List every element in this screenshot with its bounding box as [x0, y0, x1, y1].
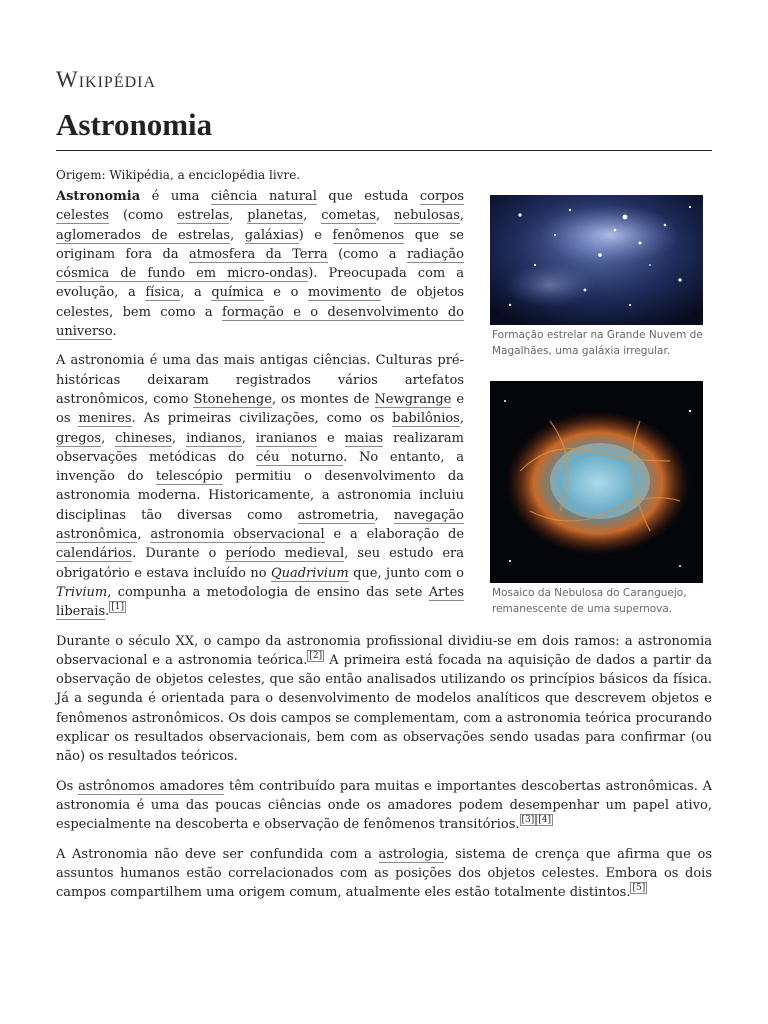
text: realizaram observações metódicas do: [56, 430, 465, 465]
link-aglomerados-de-estrelas[interactable]: aglomerados de estrelas: [56, 227, 231, 243]
paragraph-astrology: [56, 845, 712, 903]
text: que estuda: [316, 189, 420, 204]
text: ,: [137, 527, 151, 543]
text: Durante o século XX, o campo da astronomia profissional dividiu-se em dois ramos: a astronomia observacional e a astronomia teórica.: [56, 633, 712, 668]
article-page: [56, 0, 712, 902]
link-corpos-celestes[interactable]: corpos celestes: [56, 189, 464, 224]
reference-label: [5]: [632, 883, 646, 894]
link-planetas[interactable]: planetas: [247, 208, 304, 224]
text: têm contribuído para muitas e importantes descobertas astronômicas. A astronomia é uma das poucas ciências onde os amadores podem desempenhar um papel ativo, especialmente na descoberta e observação de fenômenos transitórios.: [56, 778, 713, 833]
text: A astronomia é uma das mais antigas ciências. Culturas pré-históricas deixaram registrados vários artefatos astronômicos, como: [56, 353, 464, 407]
link-galaxias[interactable]: galáxias: [244, 227, 299, 243]
figure-caption: Mosaico da Nebulosa do Caranguejo, remanescente de uma supernova.: [492, 587, 687, 615]
reference-label: [3]: [521, 815, 535, 826]
link-stonehenge[interactable]: Stonehenge: [193, 391, 272, 407]
text: e o: [263, 285, 309, 301]
text: e: [317, 430, 345, 446]
link-indianos[interactable]: indianos: [186, 430, 242, 446]
link-newgrange[interactable]: Newgrange: [374, 391, 452, 407]
text: e os: [56, 391, 465, 427]
link-formacao-universo[interactable]: formação e o desenvolvimento do universo: [56, 304, 464, 340]
text: A primeira está focada na aquisição de dados a partir da observação de objetos celestes, que são então analisados utilizando os princípios básicos da física. Já a segunda é orientada para o desenvolvimento de modelos analíticos que descrevem objetos e fenômenos astronômicos. Os dois campos se complementam, com a astronomia teórica procurando explicar os resultados observacionais, bem com as observações sendo usadas para confirmar (ou não) os resultados teóricos.: [56, 652, 712, 765]
text: . As primeiras civilizações, como os: [131, 411, 393, 427]
link-astronomos-amadores[interactable]: astrônomos amadores: [78, 778, 225, 794]
text: , sistema de crença que afirma que os assuntos humanos estão correlacionados com as posições dos objetos celestes. Embora os dois campos compartilhem uma origem comum, atualmente eles estão totalmente distintos.: [56, 846, 712, 901]
link-gregos[interactable]: gregos: [56, 430, 102, 446]
text: ). Preocupada com a evolução, a: [56, 266, 464, 301]
text: ,: [172, 430, 187, 446]
figure-caption: Formação estrelar na Grande Nuvem de Magalhães, uma galáxia irregular.: [492, 329, 703, 357]
text: ,: [229, 208, 248, 224]
text: .: [112, 324, 117, 340]
link-babilonios[interactable]: babilônios: [392, 411, 460, 427]
link-astrometria[interactable]: astrometria: [297, 507, 375, 523]
text: que se originam fora da: [56, 227, 464, 262]
link-radiacao-cosmica[interactable]: radiação cósmica de fundo em micro-ondas: [56, 246, 465, 282]
reference-4[interactable]: [536, 814, 553, 826]
origin-note: Origem: Wikipédia, a enciclopédia livre.: [56, 168, 301, 182]
link-quimica[interactable]: química: [211, 285, 264, 301]
bold-term: Astronomia: [56, 189, 141, 204]
reference-3[interactable]: [520, 814, 537, 826]
link-astronomia-observacional[interactable]: astronomia observacional: [150, 527, 325, 543]
link-ciencia-natural[interactable]: ciência natural: [210, 189, 317, 204]
link-fenomenos[interactable]: fenômenos: [332, 227, 405, 243]
figure-star-formation: [490, 195, 706, 359]
link-calendarios[interactable]: calendários: [56, 546, 133, 562]
italic-term: Trivium: [56, 584, 108, 600]
reference-1[interactable]: [109, 601, 126, 613]
text: e a elaboração de: [324, 527, 465, 543]
text: ,: [101, 430, 116, 446]
reference-5[interactable]: [630, 882, 647, 894]
link-atmosfera-da-terra[interactable]: atmosfera da Terra: [189, 246, 328, 262]
link-quadrivium[interactable]: [271, 566, 349, 582]
text: , os montes de: [271, 391, 375, 407]
link-nebulosas[interactable]: nebulosas: [394, 208, 460, 224]
link-fisica[interactable]: física: [145, 285, 181, 301]
link-chineses[interactable]: chineses: [115, 430, 173, 446]
text: ) e: [298, 227, 333, 243]
text: , seu estudo era obrigatório e estava incluído no: [56, 546, 464, 581]
article-body: [56, 187, 712, 902]
text: ,: [459, 208, 465, 224]
link-navegacao-astronomica[interactable]: navegação astronômica: [56, 507, 465, 543]
paragraph-twentieth-century: [56, 632, 712, 767]
text: Os: [56, 778, 79, 794]
link-cometas[interactable]: cometas: [321, 208, 377, 224]
text: . Durante o: [132, 546, 226, 562]
star-formation-image[interactable]: [490, 195, 703, 325]
link-maias[interactable]: maias: [344, 430, 384, 446]
link-ceu-noturno[interactable]: céu noturno: [255, 449, 344, 465]
text: ,: [241, 430, 256, 446]
text: ,: [374, 507, 394, 523]
text: .: [105, 604, 110, 620]
text: ,: [459, 411, 464, 427]
text: A Astronomia não deve ser confundida com a: [56, 846, 379, 862]
reference-2[interactable]: [307, 650, 324, 662]
figure-crab-nebula: [490, 381, 706, 617]
text: ,: [230, 227, 245, 243]
link-menires[interactable]: menires: [78, 411, 132, 427]
link-estrelas[interactable]: estrelas: [177, 208, 230, 224]
wikipedia-wordmark[interactable]: Wikipédia: [56, 67, 157, 92]
link-astrologia[interactable]: astrologia: [378, 846, 445, 862]
crab-nebula-image[interactable]: [490, 381, 703, 583]
text: ,: [303, 208, 322, 224]
link-telescopio[interactable]: telescópio: [155, 469, 223, 485]
text: que, junto com o: [348, 565, 465, 581]
text: . No entanto, a invenção do: [56, 449, 465, 485]
text: permitiu o desenvolvimento da astronomia moderna. Historicamente, a astronomia incluiu disciplinas tão diversas como: [56, 469, 464, 523]
text: (como: [109, 208, 178, 224]
paragraph-amateurs: [56, 777, 712, 835]
reference-label: [1]: [111, 602, 125, 613]
italic-term: Quadrivium: [270, 565, 349, 581]
text: , compunha a metodologia de ensino das sete: [107, 584, 429, 600]
link-artes-liberais[interactable]: Artes liberais: [56, 584, 464, 620]
page-title: Astronomia: [56, 106, 712, 151]
link-periodo-medieval[interactable]: período medieval: [225, 546, 345, 562]
text: , a: [180, 285, 212, 301]
text: (como a: [327, 246, 407, 262]
text: ,: [376, 208, 395, 224]
link-iranianos[interactable]: iranianos: [255, 430, 318, 446]
text: de objetos celestes, bem como a: [56, 285, 464, 320]
text: é uma: [140, 189, 211, 204]
reference-label: [2]: [309, 650, 323, 661]
reference-label: [4]: [538, 815, 552, 826]
link-movimento[interactable]: movimento: [308, 285, 382, 301]
